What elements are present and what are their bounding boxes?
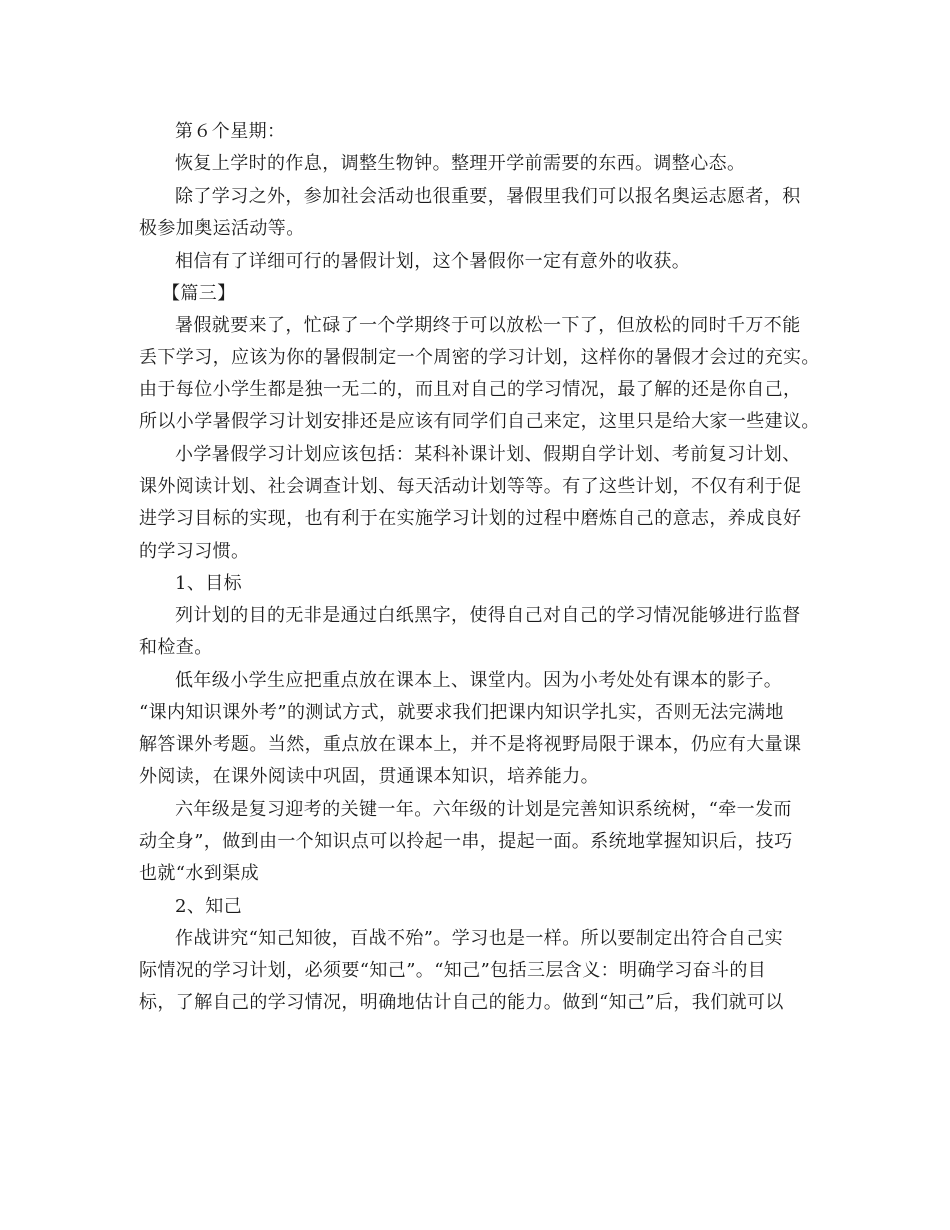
text-line: 恢复上学时的作息，调整生物钟。整理开学前需要的东西。调整心态。 xyxy=(175,153,746,174)
section-heading: 【篇三】 xyxy=(162,283,236,304)
text-line: 作战讲究“知己知彼，百战不殆”。学习也是一样。所以要制定出符合自己实 xyxy=(175,928,784,949)
text-line: 第６个星期： xyxy=(175,121,286,142)
text-line: 极参加奥运活动等。 xyxy=(139,218,305,239)
text-line: 由于每位小学生都是独一无二的，而且对自己的学习情况，最了解的还是你自己， xyxy=(139,379,802,400)
subsection-heading: 1、目标 xyxy=(175,573,243,594)
text-line: 低年级小学生应把重点放在课本上、课堂内。因为小考处处有课本的影子。 xyxy=(175,670,783,691)
text-line: 六年级是复习迎考的关键一年。六年级的计划是完善知识系统树，“牵一发而 xyxy=(175,799,792,820)
text-line: 所以小学暑假学习计划安排还是应该有同学们自己来定，这里只是给大家一些建议。 xyxy=(139,411,820,432)
text-line: 除了学习之外，参加社会活动也很重要，暑假里我们可以报名奥运志愿者，积 xyxy=(175,186,801,207)
text-line: 丢下学习，应该为你的暑假制定一个周密的学习计划，这样你的暑假才会过的充实。 xyxy=(139,347,820,368)
text-line: 也就“水到渠成 xyxy=(139,863,260,884)
text-line: 外阅读，在课外阅读中巩固，贯通课本知识，培养能力。 xyxy=(139,766,599,787)
text-line: 进学习目标的实现，也有利于在实施学习计划的过程中磨炼自己的意志，养成良好 xyxy=(139,508,802,529)
text-line: 标，了解自己的学习情况，明确地估计自己的能力。做到“知己”后，我们就可以 xyxy=(139,992,784,1013)
text-line: 列计划的目的无非是通过白纸黑字，使得自己对自己的学习情况能够进行监督 xyxy=(175,605,801,626)
text-line: 的学习习惯。 xyxy=(139,541,250,562)
text-line: 课外阅读计划、社会调查计划、每天活动计划等等。有了这些计划，不仅有利于促 xyxy=(139,476,802,497)
text-line: “课内知识课外考”的测试方式，就要求我们把课内知识学扎实，否则无法完满地 xyxy=(139,702,784,723)
text-line: 解答课外考题。当然，重点放在课本上，并不是将视野局限于课本，仍应有大量课 xyxy=(139,734,802,755)
text-line: 小学暑假学习计划应该包括：某科补课计划、假期自学计划、考前复习计划、 xyxy=(175,444,801,465)
text-line: 动全身”，做到由一个知识点可以拎起一串，提起一面。系统地掌握知识后，技巧 xyxy=(139,831,793,852)
text-line: 相信有了详细可行的暑假计划，这个暑假你一定有意外的收获。 xyxy=(175,251,691,272)
text-line: 和检查。 xyxy=(139,637,213,658)
text-line: 际情况的学习计划，必须要“知己”。“知己”包括三层含义：明确学习奋斗的目 xyxy=(139,960,767,981)
subsection-heading: 2、知己 xyxy=(175,896,243,917)
text-line: 暑假就要来了，忙碌了一个学期终于可以放松一下了，但放松的同时千万不能 xyxy=(175,315,801,336)
